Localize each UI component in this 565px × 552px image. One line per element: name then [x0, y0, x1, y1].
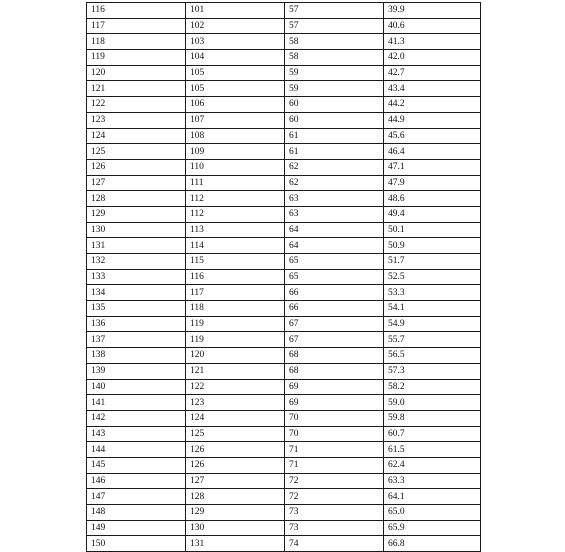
table-cell: 141 [87, 395, 186, 411]
table-cell: 66.8 [384, 536, 481, 552]
table-cell: 119 [186, 316, 285, 332]
table-cell: 52.5 [384, 269, 481, 285]
table-row [87, 50, 481, 66]
table-cell: 139 [87, 363, 186, 379]
table-cell: 61 [285, 128, 384, 144]
table-row [87, 348, 481, 364]
table-row [87, 473, 481, 489]
table-cell: 63 [285, 206, 384, 222]
table-row [87, 457, 481, 473]
table-cell: 133 [87, 269, 186, 285]
table-cell: 117 [87, 18, 186, 34]
table-cell: 142 [87, 410, 186, 426]
table-cell: 121 [186, 363, 285, 379]
table-cell: 70 [285, 410, 384, 426]
table-row [87, 34, 481, 50]
table-cell: 136 [87, 316, 186, 332]
table-row [87, 18, 481, 34]
table-cell: 111 [186, 175, 285, 191]
table-row [87, 206, 481, 222]
table-row [87, 112, 481, 128]
table-row [87, 379, 481, 395]
table-cell: 72 [285, 473, 384, 489]
table-row [87, 410, 481, 426]
table-cell: 60 [285, 112, 384, 128]
table-cell: 54.1 [384, 301, 481, 317]
table-cell: 118 [87, 34, 186, 50]
table-cell: 149 [87, 520, 186, 536]
table-cell: 129 [186, 505, 285, 521]
table-cell: 62 [285, 175, 384, 191]
table-cell: 57 [285, 18, 384, 34]
table-row [87, 191, 481, 207]
table-cell: 66 [285, 285, 384, 301]
table-cell: 53.3 [384, 285, 481, 301]
table-cell: 54.9 [384, 316, 481, 332]
table-cell: 41.3 [384, 34, 481, 50]
table-cell: 102 [186, 18, 285, 34]
table-cell: 45.6 [384, 128, 481, 144]
table-cell: 50.9 [384, 238, 481, 254]
table-cell: 59.0 [384, 395, 481, 411]
table-cell: 72 [285, 489, 384, 505]
table-cell: 116 [87, 3, 186, 19]
table-cell: 108 [186, 128, 285, 144]
table-cell: 125 [87, 144, 186, 160]
table-cell: 61.5 [384, 442, 481, 458]
table-cell: 70 [285, 426, 384, 442]
table-cell: 127 [186, 473, 285, 489]
table-cell: 43.4 [384, 81, 481, 97]
table-row [87, 269, 481, 285]
table-cell: 49.4 [384, 206, 481, 222]
table-row [87, 520, 481, 536]
table-cell: 148 [87, 505, 186, 521]
table-cell: 56.5 [384, 348, 481, 364]
table-cell: 58 [285, 34, 384, 50]
table-cell: 124 [186, 410, 285, 426]
table-row [87, 316, 481, 332]
table-cell: 146 [87, 473, 186, 489]
table-cell: 124 [87, 128, 186, 144]
table-cell: 138 [87, 348, 186, 364]
table-row [87, 65, 481, 81]
table-cell: 57 [285, 3, 384, 19]
table-cell: 66 [285, 301, 384, 317]
table-cell: 104 [186, 50, 285, 66]
table-cell: 140 [87, 379, 186, 395]
data-table [86, 2, 481, 552]
table-cell: 128 [186, 489, 285, 505]
table-cell: 119 [186, 332, 285, 348]
table-cell: 134 [87, 285, 186, 301]
table-cell: 60 [285, 97, 384, 113]
table-cell: 69 [285, 395, 384, 411]
table-cell: 60.7 [384, 426, 481, 442]
table-cell: 69 [285, 379, 384, 395]
table-row [87, 442, 481, 458]
table-cell: 65.9 [384, 520, 481, 536]
table-cell: 101 [186, 3, 285, 19]
table-cell: 62 [285, 159, 384, 175]
table-cell: 113 [186, 222, 285, 238]
table-row [87, 505, 481, 521]
table-cell: 126 [87, 159, 186, 175]
table-cell: 144 [87, 442, 186, 458]
table-cell: 40.6 [384, 18, 481, 34]
table-cell: 71 [285, 457, 384, 473]
table-row [87, 489, 481, 505]
table-row [87, 222, 481, 238]
table-cell: 73 [285, 520, 384, 536]
table-cell: 63.3 [384, 473, 481, 489]
table-row [87, 128, 481, 144]
table-cell: 71 [285, 442, 384, 458]
table-cell: 64 [285, 222, 384, 238]
table-row [87, 536, 481, 552]
table-cell: 130 [87, 222, 186, 238]
table-cell: 44.9 [384, 112, 481, 128]
table-cell: 50.1 [384, 222, 481, 238]
table-cell: 57.3 [384, 363, 481, 379]
table-row [87, 395, 481, 411]
table-cell: 64 [285, 238, 384, 254]
table-cell: 68 [285, 348, 384, 364]
table-cell: 58.2 [384, 379, 481, 395]
table-row [87, 97, 481, 113]
table-cell: 120 [87, 65, 186, 81]
table-cell: 132 [87, 254, 186, 270]
table-cell: 48.6 [384, 191, 481, 207]
table-cell: 42.0 [384, 50, 481, 66]
table-cell: 123 [186, 395, 285, 411]
table-cell: 123 [87, 112, 186, 128]
table-cell: 126 [186, 457, 285, 473]
table-cell: 130 [186, 520, 285, 536]
table-cell: 67 [285, 332, 384, 348]
table-cell: 118 [186, 301, 285, 317]
table-row [87, 426, 481, 442]
table-cell: 59 [285, 81, 384, 97]
table-cell: 110 [186, 159, 285, 175]
table-cell: 47.1 [384, 159, 481, 175]
table-cell: 61 [285, 144, 384, 160]
table-cell: 120 [186, 348, 285, 364]
table-cell: 44.2 [384, 97, 481, 113]
table-cell: 55.7 [384, 332, 481, 348]
table-cell: 59 [285, 65, 384, 81]
table-cell: 47.9 [384, 175, 481, 191]
table-cell: 147 [87, 489, 186, 505]
table-cell: 73 [285, 505, 384, 521]
table-cell: 122 [87, 97, 186, 113]
table-cell: 65 [285, 269, 384, 285]
table-cell: 58 [285, 50, 384, 66]
table-body [87, 3, 481, 552]
table-cell: 51.7 [384, 254, 481, 270]
table-row [87, 81, 481, 97]
table-cell: 129 [87, 206, 186, 222]
table-cell: 125 [186, 426, 285, 442]
table-row [87, 254, 481, 270]
table-cell: 59.8 [384, 410, 481, 426]
table-cell: 64.1 [384, 489, 481, 505]
table-row [87, 285, 481, 301]
table-cell: 131 [87, 238, 186, 254]
table-row [87, 144, 481, 160]
table-cell: 67 [285, 316, 384, 332]
table-row [87, 175, 481, 191]
table-cell: 127 [87, 175, 186, 191]
table-cell: 145 [87, 457, 186, 473]
table-cell: 68 [285, 363, 384, 379]
table-cell: 63 [285, 191, 384, 207]
table-cell: 74 [285, 536, 384, 552]
table-cell: 121 [87, 81, 186, 97]
table-cell: 103 [186, 34, 285, 50]
table-cell: 46.4 [384, 144, 481, 160]
table-cell: 116 [186, 269, 285, 285]
table-cell: 150 [87, 536, 186, 552]
table-cell: 128 [87, 191, 186, 207]
table-cell: 42.7 [384, 65, 481, 81]
table-cell: 39.9 [384, 3, 481, 19]
table-cell: 62.4 [384, 457, 481, 473]
table-row [87, 363, 481, 379]
table-cell: 137 [87, 332, 186, 348]
table-cell: 117 [186, 285, 285, 301]
table-row [87, 301, 481, 317]
table-cell: 135 [87, 301, 186, 317]
table-cell: 122 [186, 379, 285, 395]
table-cell: 115 [186, 254, 285, 270]
table-cell: 65 [285, 254, 384, 270]
table-cell: 106 [186, 97, 285, 113]
table-cell: 105 [186, 65, 285, 81]
table-cell: 126 [186, 442, 285, 458]
table-cell: 112 [186, 191, 285, 207]
table-row [87, 238, 481, 254]
table-cell: 119 [87, 50, 186, 66]
table-row [87, 332, 481, 348]
table-cell: 112 [186, 206, 285, 222]
table-cell: 107 [186, 112, 285, 128]
table-row [87, 159, 481, 175]
table-cell: 65.0 [384, 505, 481, 521]
table-cell: 131 [186, 536, 285, 552]
table-cell: 143 [87, 426, 186, 442]
table-row [87, 3, 481, 19]
table-cell: 109 [186, 144, 285, 160]
table-cell: 114 [186, 238, 285, 254]
table-cell: 105 [186, 81, 285, 97]
